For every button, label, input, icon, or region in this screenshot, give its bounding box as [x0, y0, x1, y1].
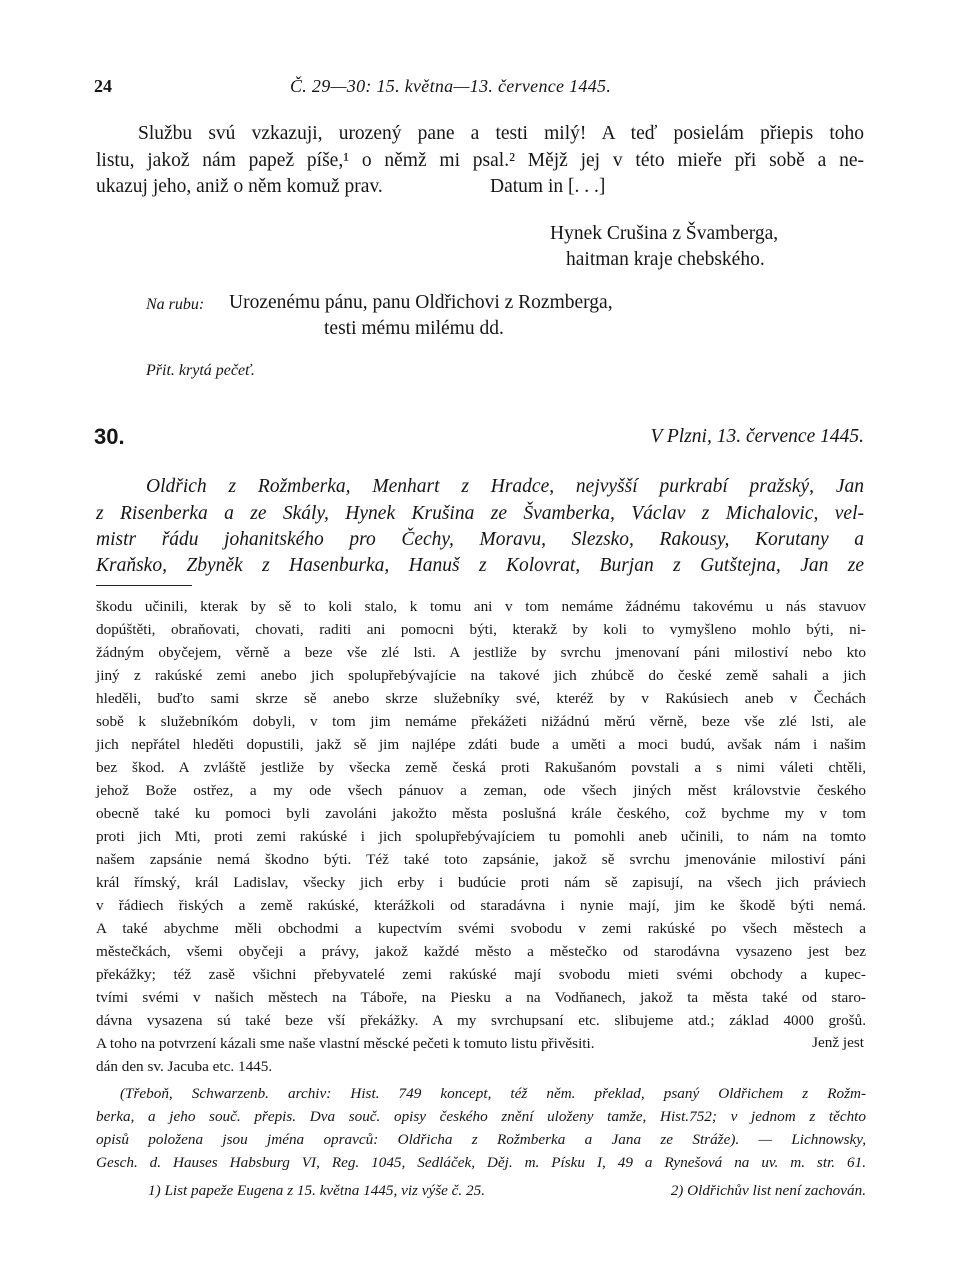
- seal-note: Přit. krytá pečeť.: [146, 362, 255, 379]
- text-line: A toho na potvrzení kázali sme naše vlastní měscké pečeti k tomuto listu přivěsiti.: [96, 1035, 595, 1052]
- text-line: listu, jakož nám papež píše,¹ o němž mi psal.² Mějž jej v této mieře při sobě a ne-: [96, 150, 864, 171]
- text-line: škodu učinili, kterak by sě to koli stalo, k tomu ani v tom nemáme žádnému takovému u nás stavuov: [96, 598, 866, 615]
- text-line: dávna vysazena sú také beze vší překážky. A my svrchupsaní etc. slibujeme atd.; základ 4000 grošů.: [96, 1012, 866, 1029]
- commentary-line: (Třeboň, Schwarzenb. archiv: Hist. 749 koncept, též něm. překlad, psaný Oldřichem z Rožm-: [120, 1085, 866, 1102]
- text-line: obecně také ku pomoci byli zavoláni jakožto města poslušná krále českého, což bychme my v tom: [96, 805, 866, 822]
- datum-line: Datum in [. . .]: [490, 176, 606, 197]
- place-date: V Plzni, 13. července 1445.: [650, 426, 864, 447]
- heading-line: Oldřich z Rožmberka, Menhart z Hradce, nejvyšší purkrabí pražský, Jan: [146, 476, 864, 497]
- footnote-1: 1) List papeže Eugena z 15. května 1445, viz výše č. 25.: [148, 1182, 486, 1199]
- divider: [96, 585, 192, 586]
- text-line: dán den sv. Jacuba etc. 1445.: [96, 1058, 273, 1075]
- text-line: našem zapsánie nemá škodno býti. Též také toto zapsánie, jakož sě svrchu jmenovánie milostiví páni: [96, 851, 866, 868]
- verso-label: Na rubu:: [146, 296, 205, 313]
- text-line: jiný z rakúské zemi anebo jich spolupřebývajície na takové jich zhúbcě do české země sahali a jich: [96, 667, 866, 684]
- running-title: Č. 29—30: 15. května—13. července 1445.: [290, 76, 612, 96]
- text-line: tvími svémi v našich městech na Táboře, na Piesku a na Vodňanech, jakož ta města také od staro-: [96, 989, 866, 1006]
- text-line: hleděli, buďto sami skrze sě anebo skrze služebníky své, kteréž by v Rakúsiech aneb v Čechách: [96, 690, 866, 707]
- footnote-2: 2) Oldřichův list není zachován.: [670, 1182, 866, 1199]
- text-line: bez škod. A zvláště jestliže by všecka země česká proti Rakušanóm povstali a s nimi váleti chtěli,: [96, 759, 866, 776]
- text-line: jehož Bože ostřez, a my ode všech pánuov a zeman, ode všech jiných měst královstvie českého: [96, 782, 866, 799]
- text-line: sobě k služebníkóm dobyli, v tom jim nemáme překážeti nižádnú měrú věrně, beze vše zlé lsti, ale: [96, 713, 866, 730]
- text-line: žádným obyčejem, věrně a beze vše zlé lsti. A jestliže by svrchu jmenovaní páni milostiví nebo kto: [96, 644, 866, 661]
- text-line: v řádiech řiských a země rakúské, kterážkoli od staradávna i nynie mají, jim ke škodě býti nemá.: [96, 897, 866, 914]
- heading-line: Kraňsko, Zbyněk z Hasenburka, Hanuš z Kolovrat, Burjan z Gutštejna, Jan ze: [96, 555, 864, 576]
- heading-line: z Risenberka a ze Skály, Hynek Krušina ze Švamberka, Václav z Michalovic, vel-: [96, 503, 864, 524]
- signature-line: haitman kraje chebského.: [566, 249, 765, 270]
- text-line: proti jich Mti, proti zemi rakúské i jich spolupřebývajíciem tu pomohli aneb učinili, to nám na tomto: [96, 828, 866, 845]
- signature-line: Hynek Crušina z Švamberga,: [550, 223, 779, 244]
- text-line: ukazuj jeho, aniž o něm komuž prav.: [96, 176, 383, 197]
- verso-line: testi mému milému dd.: [324, 318, 504, 339]
- verso-line: Urozenému pánu, panu Oldřichovi z Rozmberga,: [229, 292, 613, 313]
- commentary-line: Gesch. d. Hauses Habsburg VI, Reg. 1045, Sedláček, Děj. m. Písku I, 49 a Rynešová na uv. m. str. 61.: [96, 1154, 866, 1171]
- commentary-line: opisů položena jsou jména opravců: Oldřicha z Rožmberka a Jana ze Stráže). — Lichnowsky,: [96, 1131, 866, 1148]
- commentary-line: berka, a jeho souč. přepis. Dva souč. opisy českého znění uloženy tamže, Hist.752; v jednom z těchto: [96, 1108, 866, 1125]
- text-line: překážky; též zasě všichni přebyvatelé zemi rakúské mají svobodu mieti svémi obchody a kupec-: [96, 966, 866, 983]
- text-line: Službu svú vzkazuji, urozený pane a testi milý! A teď posielám přiepis toho: [138, 123, 864, 144]
- text-line: dopúštěti, obraňovati, chovati, raditi ani pomocni býti, kterakž by koli to vymyšleno mohlo býti, ni-: [96, 621, 866, 638]
- text-line: A také abychme měli obchodmi a kupectvím svémi svobodu v zemi rakúské po všech městech a: [96, 920, 866, 937]
- text-line-end: Jenž jest: [812, 1034, 864, 1051]
- document-number: 30.: [94, 424, 125, 449]
- text-line: král římský, král Ladislav, všecky jich erby i budúcie proti nám sě zapisují, na všech jich práviech: [96, 874, 866, 891]
- page-number: 24: [94, 76, 112, 96]
- text-line: jich nepřátel hleděti dopustili, jakž sě jim najlépe zdáti bude a uměti a moci budú, avšak nám i našim: [96, 736, 866, 753]
- heading-line: mistr řádu johanitského pro Čechy, Moravu, Slezsko, Rakousy, Korutany a: [96, 529, 864, 550]
- text-line: městečkách, všemi obyčeji a právy, jakož každé město a městečko od starodávna vysazeno jest bez: [96, 943, 866, 960]
